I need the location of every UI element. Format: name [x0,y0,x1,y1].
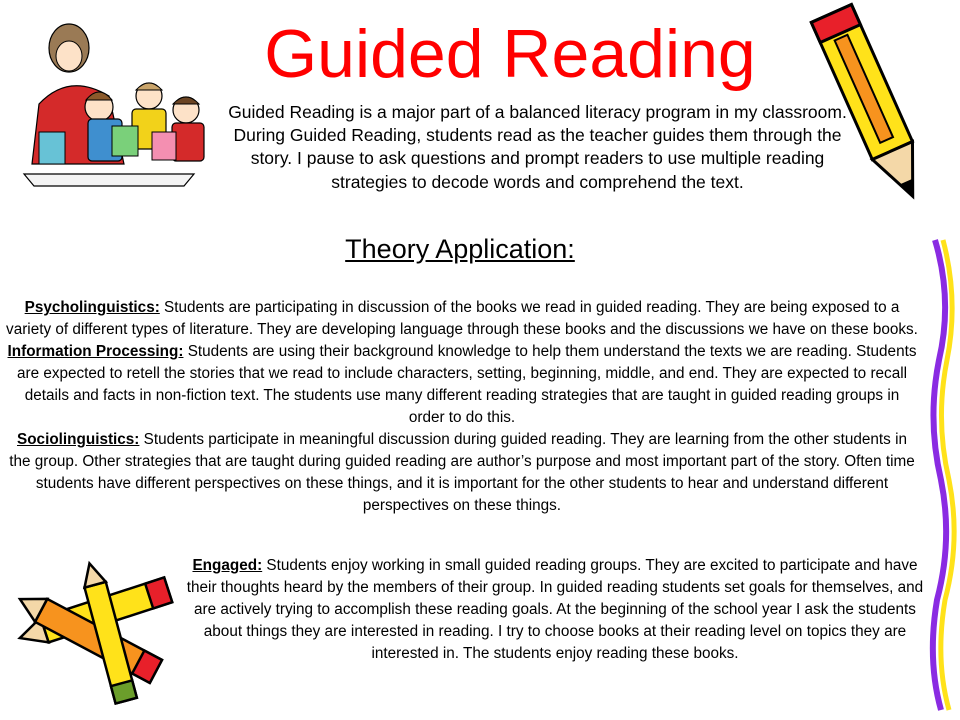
information-processing-term: Information Processing: [7,343,184,360]
pencils-cluster-icon [2,570,202,720]
psycholinguistics-text: Students are participating in discussion of the books we read in guided reading. They are being exposed to a variety of different types of literature. They are developing language through these books and the discussions we have on these books. [6,299,918,338]
psycholinguistics-term: Psycholinguistics: [24,299,160,316]
engaged-text: Students enjoy working in small guided reading groups. They are excited to participate and have their thoughts heard by the members of their group. In guided reading students set goals for themselves, and are actively trying to accomplish these reading goals. At the beginning of the school year I ask the students about things they are interested in reading. I try to choose books at their reading level on topics they are interested in. The students enjoy reading these books. [186,557,924,662]
theory-application-body [6,297,918,517]
engaged-paragraph [180,555,930,665]
sociolinguistics-text: Students participate in meaningful discussion during guided reading. They are learning from the other students in the group. Other strategies that are taught during guided reading are author’s purpose and most important part of the story. Often time students have different perspectives on these things, and it is important for the other students to hear and understand different perspectives on these things. [9,431,915,514]
section-heading: Theory Application: [345,234,575,264]
sociolinguistics-term: Sociolinguistics: [17,431,140,448]
information-processing-text: Students are using their background knowledge to help them understand the texts we are reading. Students are expected to retell the stories that we read to include characters, setting, beginning, middle, and end. They are expected to recall details and facts in non-fiction text. The students use many different reading strategies that are taught in guided reading groups in order to do this. [16,343,917,426]
page-title: Guided Reading [264,16,756,92]
intro-paragraph: Guided Reading is a major part of a balanced literacy program in my classroom. During Guided Reading, students read as the teacher guides them through the story. I pause to ask questions and prompt readers to use multiple reading strategies to decode words and comprehend the text. [228,102,847,192]
information-processing-paragraph [6,341,918,429]
engaged-term: Engaged: [192,557,263,574]
sociolinguistics-paragraph [6,429,918,517]
teacher-reading-group-illustration [14,14,214,194]
psycholinguistics-paragraph [6,297,918,341]
